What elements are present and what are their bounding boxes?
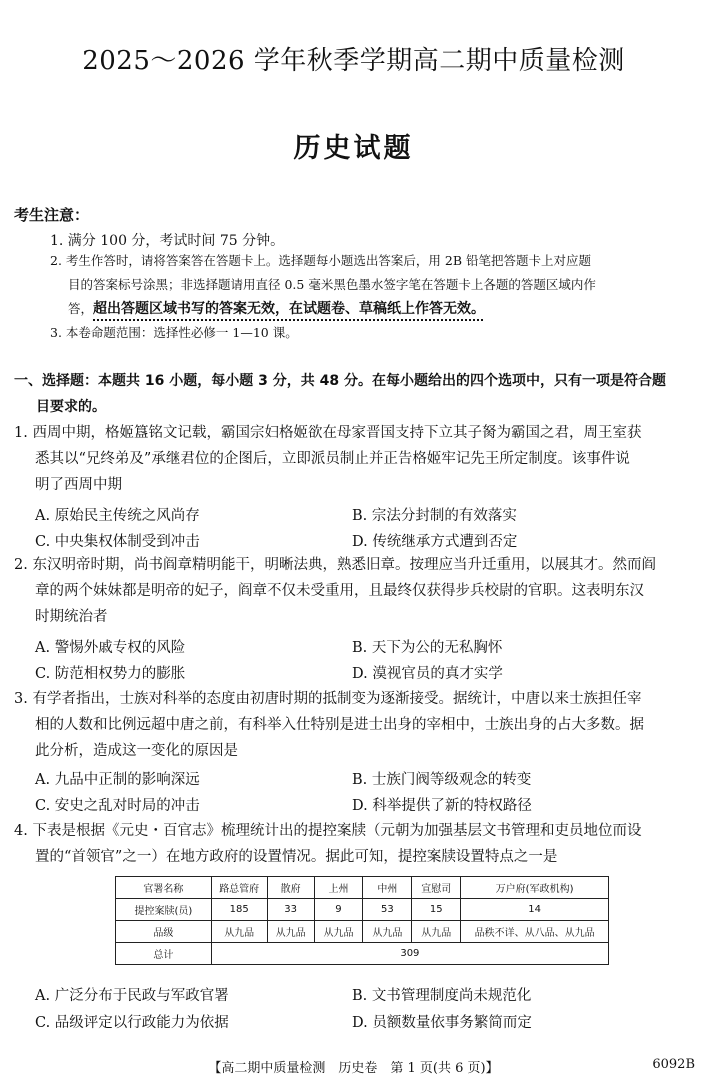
table-cell: 提控案牍(员) [116, 899, 212, 921]
table-cell: 中州 [363, 877, 412, 899]
question-4-option-b: B. 文书管理制度尚未规范化 [352, 988, 532, 1004]
table-cell: 从九品 [267, 921, 314, 943]
question-1-option-b: B. 宗法分封制的有效落实 [352, 508, 517, 524]
notice-item-2-end [68, 297, 485, 321]
notice-emphasis: 超出答题区域书写的答案无效，在试题卷、草稿纸上作答无效。 [93, 301, 486, 317]
question-2-option-c: C. 防范相权势力的膨胀 [35, 666, 186, 682]
question-2-option-b: B. 天下为公的无私胸怀 [352, 640, 503, 656]
question-4-option-c: C. 品级评定以行政能力为依据 [35, 1015, 229, 1031]
question-3-line-3: 此分析，造成这一变化的原因是 [35, 743, 238, 759]
subject-title: 历史试题 [293, 133, 414, 164]
table-cell: 从九品 [412, 921, 461, 943]
question-2-line-3: 时期统治者 [35, 609, 108, 625]
question-1-option-c: C. 中央集权体制受到冲击 [35, 534, 200, 550]
table-cell: 品秩不详、从八品、从九品 [461, 921, 609, 943]
table-row [116, 877, 609, 899]
question-2-line-1: 2. 东汉明帝时期，尚书阎章精明能干，明晰法典，熟悉旧章。按理应当升迁重用，以展其才。然而阎 [14, 557, 656, 573]
table-cell: 从九品 [211, 921, 267, 943]
notice-item-1: 1. 满分 100 分，考试时间 75 分钟。 [50, 233, 285, 249]
notice-item-2: 2. 考生作答时，请将答案答在答题卡上。选择题每小题选出答案后，用 2B 铅笔把答题卡上对应题 [50, 253, 591, 268]
table-cell: 从九品 [314, 921, 363, 943]
question-1-option-a: A. 原始民主传统之风尚存 [35, 508, 200, 524]
question-3-line-2: 相的人数和比例远超中唐之前，有科举入仕特别是进士出身的宰相中，士族出身的占大多数。据 [35, 717, 644, 733]
table-cell: 185 [211, 899, 267, 921]
notice-item-3: 3. 本卷命题范围：选择性必修一 1—10 课。 [50, 325, 298, 340]
notice-item-2-tail: 答， [68, 301, 94, 316]
question-2-option-d: D. 漠视官员的真才实学 [352, 666, 503, 682]
table-cell: 万户府(军政机构) [461, 877, 609, 899]
table-cell: 上州 [314, 877, 363, 899]
table-cell: 散府 [267, 877, 314, 899]
question-3-line-1: 3. 有学者指出，士族对科举的态度由初唐时期的抵制变为逐渐接受。据统计，中唐以来士族担任宰 [14, 691, 642, 707]
table-cell: 品级 [116, 921, 212, 943]
table-cell: 53 [363, 899, 412, 921]
table-cell: 15 [412, 899, 461, 921]
table-cell: 路总管府 [211, 877, 267, 899]
paper-code: 6092B [652, 1057, 695, 1072]
question-1-line-3: 明了西周中期 [35, 477, 122, 493]
table-cell: 从九品 [363, 921, 412, 943]
table-cell: 33 [267, 899, 314, 921]
question-3-option-a: A. 九品中正制的影响深远 [35, 772, 200, 788]
table-cell: 官署名称 [116, 877, 212, 899]
question-3-option-d: D. 科举提供了新的特权路径 [352, 798, 532, 814]
question-1-line-1: 1. 西周中期，格姬簋铭文记载，霸国宗妇格姬欲在母家晋国支持下立其子胬为霸国之君，周王室获 [14, 425, 642, 441]
section-heading: 一、选择题：本题共 16 小题，每小题 3 分，共 48 分。在每小题给出的四个选项中，只有一项是符合题 [14, 373, 666, 389]
data-table [115, 876, 609, 965]
exam-title: 2025～2026 学年秋季学期高二期中质量检测 [82, 46, 625, 76]
table-row [116, 899, 609, 921]
question-2-option-a: A. 警惕外戚专权的风险 [35, 640, 186, 656]
question-4-line-1: 4. 下表是根据《元史・百官志》梳理统计出的提控案牍（元朝为加强基层文书管理和吏员地位而设 [14, 823, 642, 839]
question-3-option-b: B. 士族门阀等级观念的转变 [352, 772, 532, 788]
table-cell: 309 [211, 943, 608, 965]
question-3-option-c: C. 安史之乱对时局的冲击 [35, 798, 200, 814]
question-4-option-d: D. 员额数量依事务繁简而定 [352, 1015, 532, 1031]
question-4-line-2: 置的“首领官”之一）在地方政府的设置情况。据此可知，提控案牍设置特点之一是 [35, 849, 558, 865]
table-cell: 总计 [116, 943, 212, 965]
table-row [116, 943, 609, 965]
question-1-option-d: D. 传统继承方式遭到否定 [352, 534, 518, 550]
notice-item-2-cont: 目的答案标号涂黑；非选择题请用直径 0.5 毫米黑色墨水签字笔在答题卡上各题的答题区域内作 [68, 277, 596, 292]
table-row [116, 921, 609, 943]
table-cell: 宣慰司 [412, 877, 461, 899]
question-2-line-2: 章的两个妹妹都是明帝的妃子，阎章不仅未受重用，且最终仅获得步兵校尉的官职。这表明东汉 [35, 583, 644, 599]
question-4-option-a: A. 广泛分布于民政与军政官署 [35, 988, 229, 1004]
table-cell: 9 [314, 899, 363, 921]
notice-heading: 考生注意： [14, 206, 90, 224]
page-footer: 【高二期中质量检测 历史卷 第 1 页(共 6 页)】 [208, 1061, 499, 1076]
section-heading-cont: 目要求的。 [36, 399, 106, 415]
table-cell: 14 [461, 899, 609, 921]
question-1-line-2: 悉其以“兄终弟及”承继君位的企图后，立即派员制止并正告格姬牢记先王所定制度。该事件说 [35, 451, 630, 467]
